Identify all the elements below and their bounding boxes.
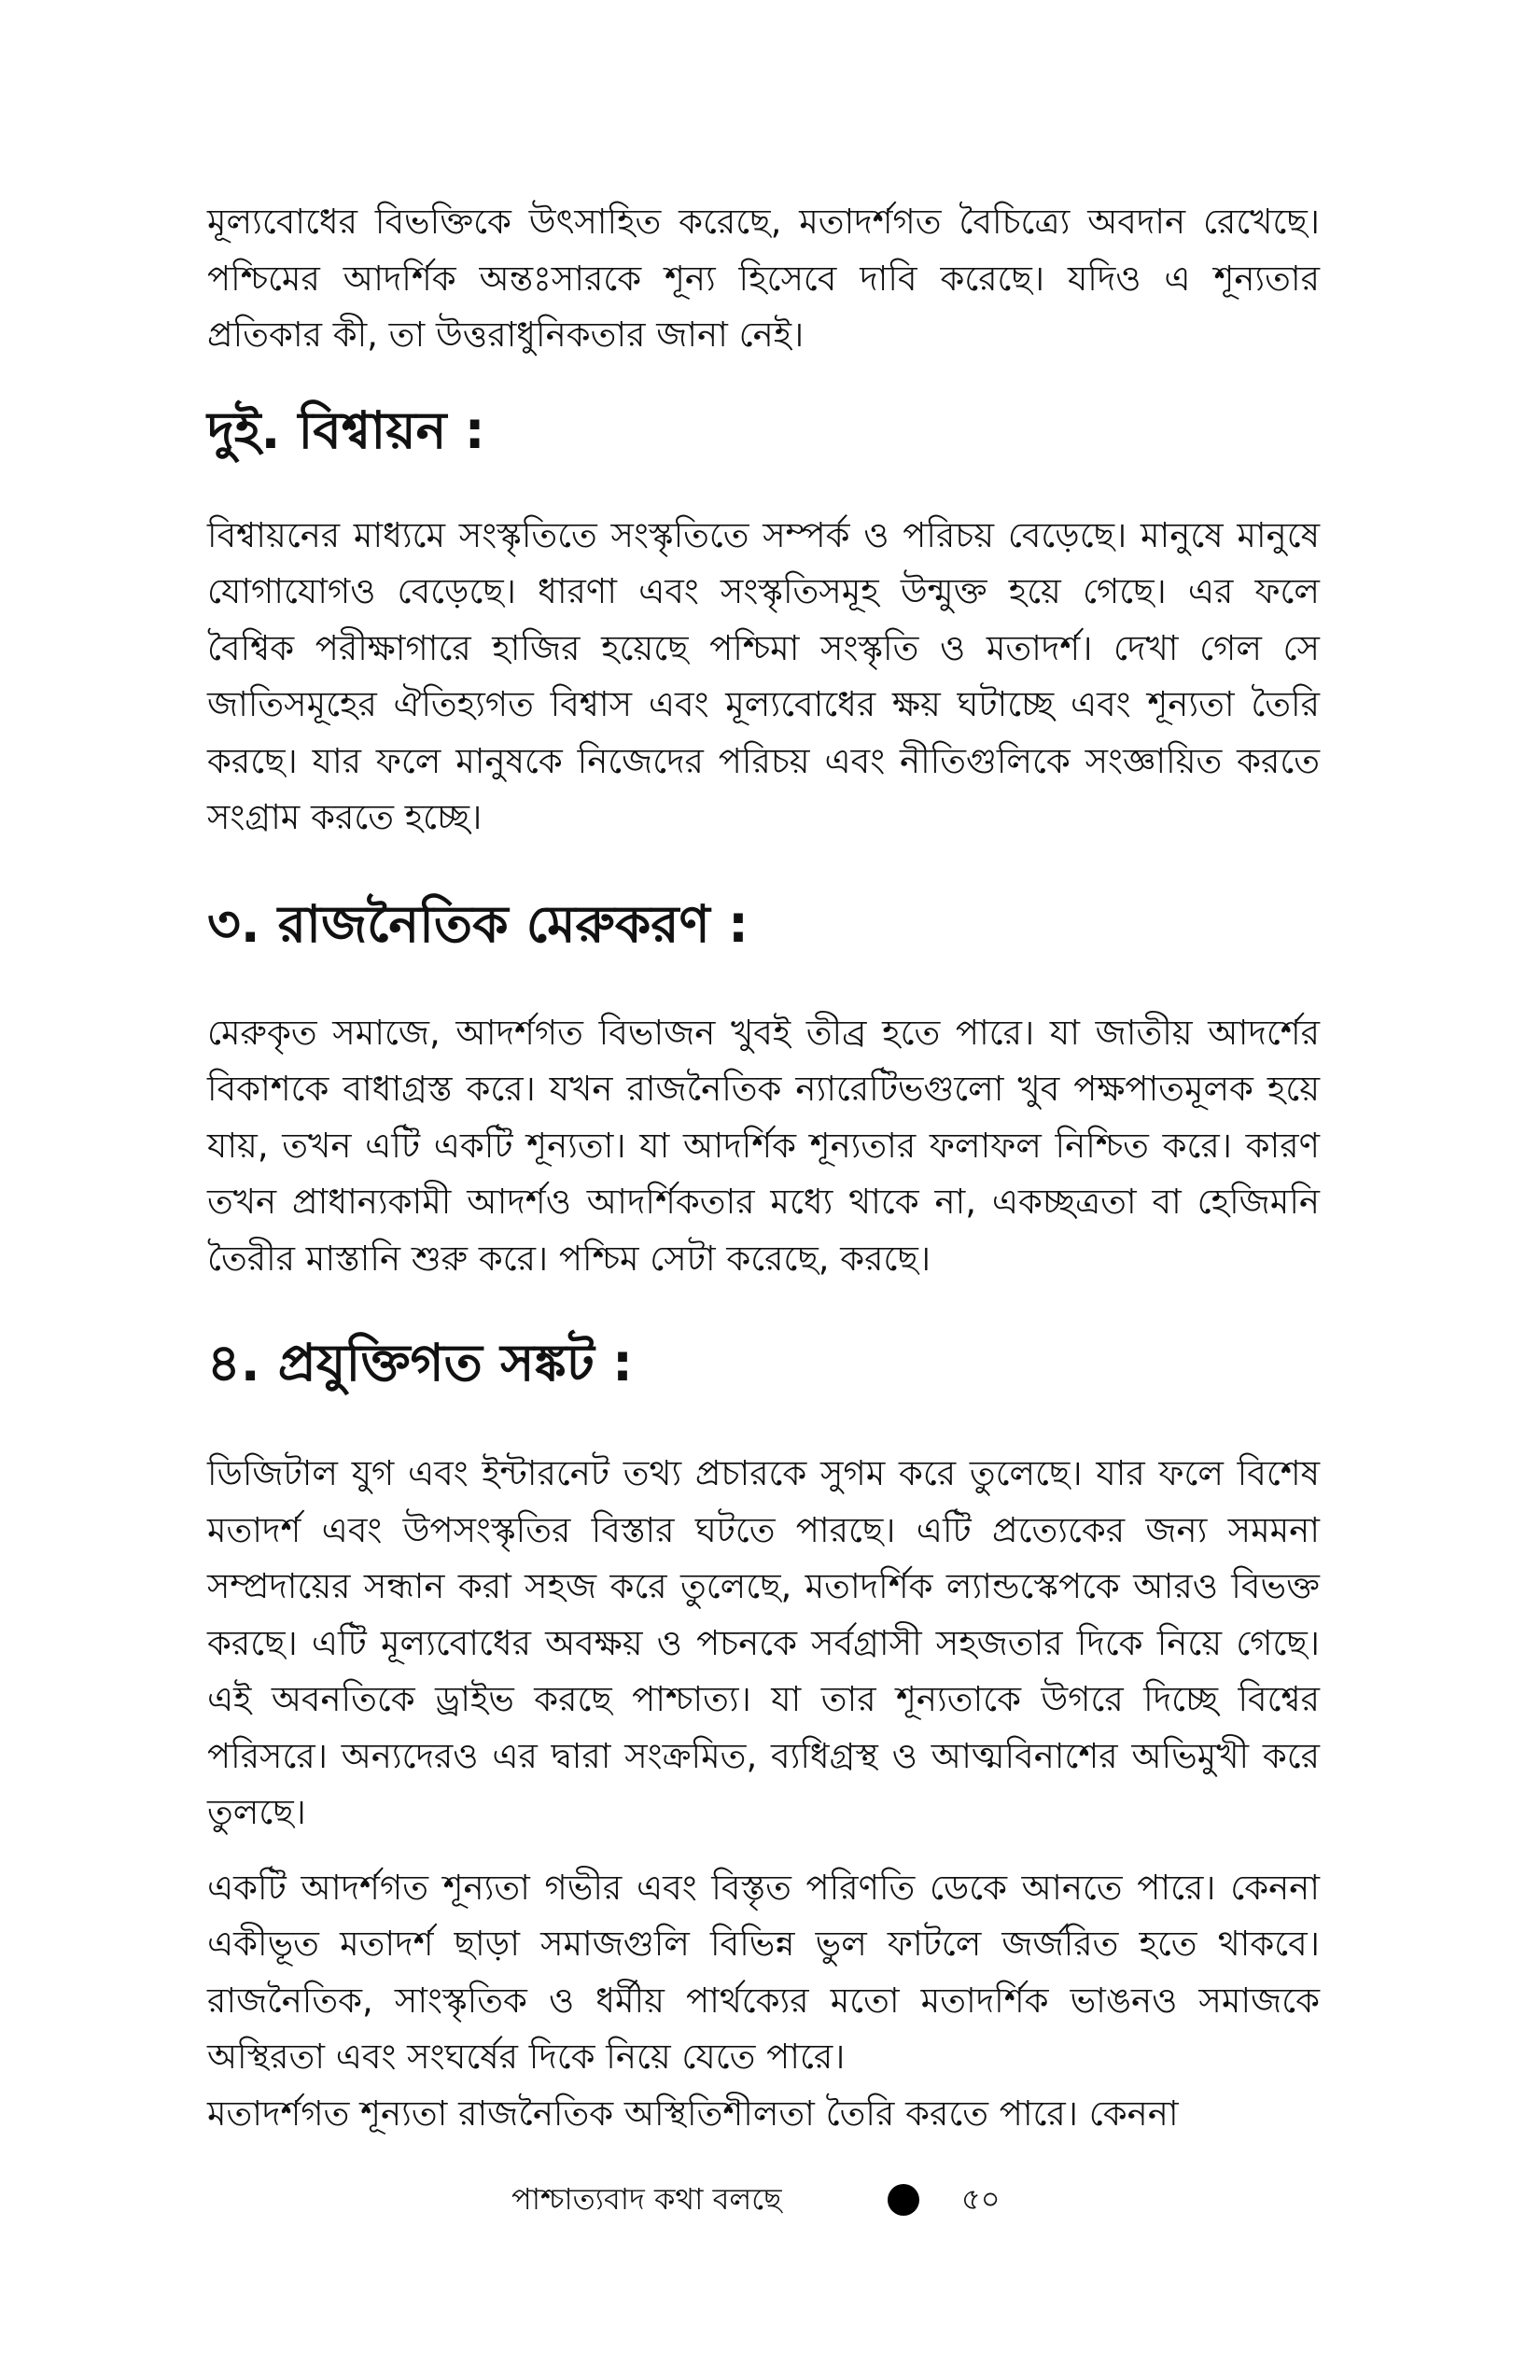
section-heading-political-polarization: ৩. রাজনৈতিক মেরুকরণ : <box>207 893 749 954</box>
paragraph-intro-continuation: মূল্যবোধের বিভক্তিকে উৎসাহিত করেছে, মতাদর্শগত বৈচিত্র্যে অবদান রেখেছে। পশ্চিমের আদর্শিক অন্তঃসারকে শূন্য হিসেবে দাবি করেছে। যদিও এ শূন্যতার প্রতিকার কী, তা উত্তরাধুনিকতার জানা নেই। <box>207 202 1320 355</box>
paragraph-ideological-vacuum-consequences: একটি আদর্শগত শূন্যতা গভীর এবং বিস্তৃত পরিণতি ডেকে আনতে পারে। কেননা একীভূত মতাদর্শ ছাড়া সমাজগুলি বিভিন্ন ভুল ফাটলে জর্জরিত হতে থাকবে। রাজনৈতিক, সাংস্কৃতিক ও ধর্মীয় পার্থক্যের মতো মতাদর্শিক ভাঙনও সমাজকে অস্থিরতা এবং সংঘর্ষের দিকে নিয়ে যেতে পারে। <box>207 1867 1320 2077</box>
section-heading-globalization: দুই. বিশ্বায়ন : <box>207 399 485 460</box>
section-heading-technological-crisis: ৪. প্রযুক্তিগত সঙ্কট : <box>207 1333 633 1393</box>
paragraph-political-polarization: মেরুকৃত সমাজে, আদর্শগত বিভাজন খুবই তীব্র হতে পারে। যা জাতীয় আদর্শের বিকাশকে বাধাগ্রস্ত করে। যখন রাজনৈতিক ন্যারেটিভগুলো খুব পক্ষপাতমূলক হয়ে যায়, তখন এটি একটি শূন্যতা। যা আদর্শিক শূন্যতার ফলাফল নিশ্চিত করে। কারণ তখন প্রাধান্যকামী আদর্শও আদর্শিকতার মধ্যে থাকে না, একচ্ছত্রতা বা হেজিমনি তৈরীর মাস্তানি শুরু করে। পশ্চিম সেটা করেছে, করছে। <box>207 1012 1320 1279</box>
paragraph-globalization: বিশ্বায়নের মাধ্যমে সংস্কৃতিতে সংস্কৃতিতে সম্পর্ক ও পরিচয় বেড়েছে। মানুষে মানুষে যোগাযোগও বেড়েছে। ধারণা এবং সংস্কৃতিসমূহ উন্মুক্ত হয়ে গেছে। এর ফলে বৈশ্বিক পরীক্ষাগারে হাজির হয়েছে পশ্চিমা সংস্কৃতি ও মতাদর্শ। দেখা গেল সে জাতিসমূহের ঐতিহ্যগত বিশ্বাস এবং মূল্যবোধের ক্ষয় ঘটাচ্ছে এবং শূন্যতা তৈরি করছে। যার ফলে মানুষকে নিজেদের পরিচয় এবং নীতিগুলিকে সংজ্ঞায়িত করতে সংগ্রাম করতে হচ্ছে। <box>207 514 1320 837</box>
paragraph-political-instability: মতাদর্শগত শূন্যতা রাজনৈতিক অস্থিতিশীলতা তৈরি করতে পারে। কেননা <box>207 2093 1179 2134</box>
footer-book-title: পাশ্চাত্যবাদ কথা বলছে <box>511 2181 782 2217</box>
page-footer <box>0 2171 1540 2227</box>
paragraph-technological-crisis: ডিজিটাল যুগ এবং ইন্টারনেট তথ্য প্রচারকে সুগম করে তুলেছে। যার ফলে বিশেষ মতাদর্শ এবং উপসংস্কৃতির বিস্তার ঘটতে পারছে। এটি প্রত্যেকের জন্য সমমনা সম্প্রদায়ের সন্ধান করা সহজ করে তুলেছে, মতাদর্শিক ল্যান্ডস্কেপকে আরও বিভক্ত করছে। এটি মূল্যবোধের অবক্ষয় ও পচনকে সর্বগ্রাসী সহজতার দিকে নিয়ে গেছে। এই অবনতিকে ড্রাইভ করছে পাশ্চাত্য। যা তার শূন্যতাকে উগরে দিচ্ছে বিশ্বের পরিসরে। অন্যদেরও এর দ্বারা সংক্রমিত, ব্যধিগ্রস্থ ও আত্মবিনাশের অভিমুখী করে তুলছে। <box>207 1453 1320 1832</box>
page-body <box>207 194 1320 2142</box>
footer-bullet-icon <box>888 2184 919 2216</box>
footer-page-number: ৫০ <box>961 2181 1001 2217</box>
